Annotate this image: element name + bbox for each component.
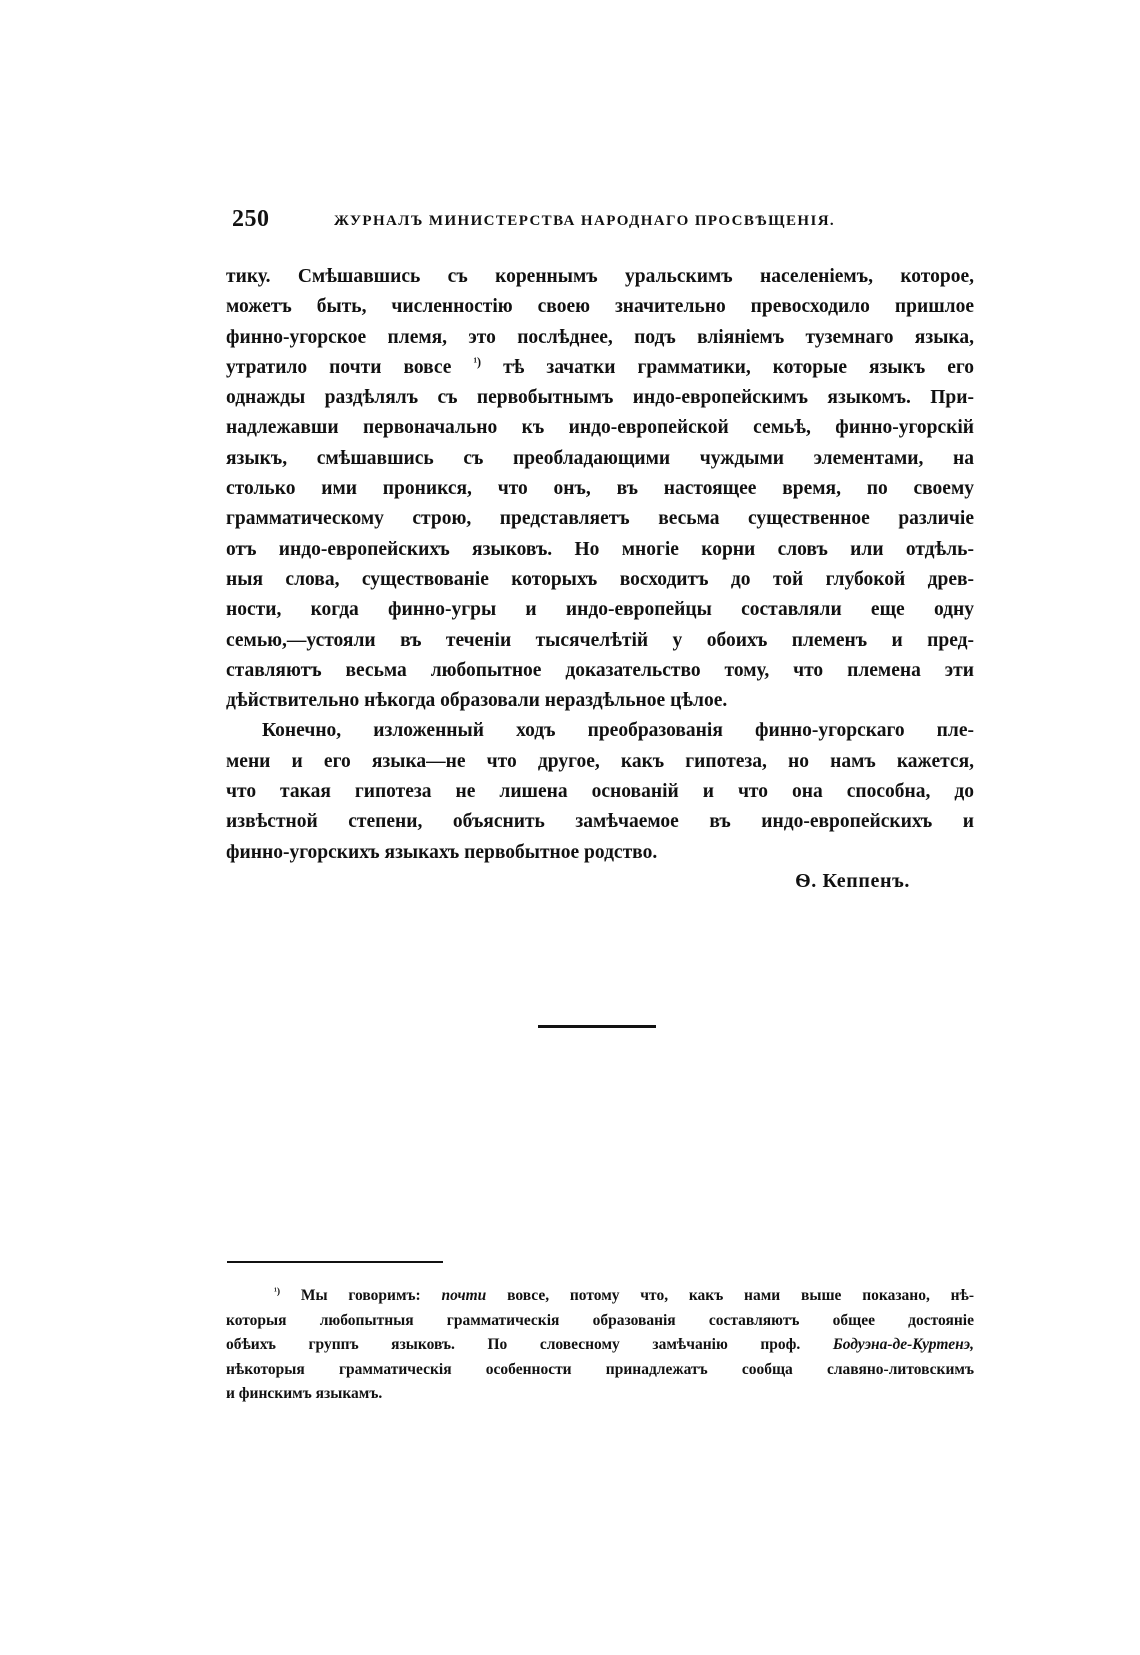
main-text xyxy=(226,262,974,868)
end-of-article-rule xyxy=(538,1025,656,1028)
text-line: однажды раздѣлялъ съ первобытнымъ индо-европейскимъ языкомъ. При- xyxy=(226,387,974,409)
text-line: Конечно, изложенный ходъ преобразованія финно-угорскаго пле- xyxy=(262,720,974,742)
text-line: ности, когда финно-угры и индо-европейцы составляли еще одну xyxy=(226,599,974,621)
text-fragment: утратило почти вовсе xyxy=(226,356,452,378)
text-line: мени и его языка—не что другое, какъ гипотеза, но намъ кажется, xyxy=(226,750,974,772)
text-line: надлежавши первоначально къ индо-европейской семьѣ, финно-угорскій xyxy=(226,417,974,439)
paragraph-2 xyxy=(226,716,974,867)
paragraph-1 xyxy=(226,262,974,716)
page-header xyxy=(232,206,932,240)
text-fragment: обѣихъ группъ языковъ. По словесному замѣчанію проф. xyxy=(226,1336,801,1353)
footnote-line: и финскимъ языкамъ. xyxy=(226,1385,383,1402)
text-line: извѣстной степени, объяснить замѣчаемое въ индо-европейскихъ и xyxy=(226,811,974,833)
text-fragment: вовсе, потому что, какъ нами выше показано, нѣ- xyxy=(507,1287,975,1304)
running-title: ЖУРНАЛЪ МИНИСТЕРСТВА НАРОДНАГО ПРОСВѢЩЕНІЯ. xyxy=(334,213,836,229)
text-line: отъ индо-европейскихъ языковъ. Но многіе корни словъ или отдѣль- xyxy=(226,538,974,560)
text-fragment: тѣ зачатки грамматики, которые языкъ его xyxy=(503,356,975,378)
footnote-marker: ¹) xyxy=(274,1286,281,1298)
text-fragment: Мы говоримъ: xyxy=(300,1287,421,1304)
footnote-separator xyxy=(227,1261,443,1263)
author-signature: Ѳ. Кеппенъ. xyxy=(795,870,910,892)
page-number: 250 xyxy=(232,206,270,232)
footnote-line: которыя любопытныя грамматическія образованія составляютъ общее достояніе xyxy=(226,1311,974,1329)
footnote-block xyxy=(226,1284,974,1407)
text-line: дѣйствительно нѣкогда образовали нераздѣльное цѣлое. xyxy=(226,690,728,712)
emphasized-word: почти xyxy=(441,1287,487,1304)
text-line: языкъ, смѣшавшись съ преобладающими чуждыми элементами, на xyxy=(226,447,974,469)
footnote-line: нѣкоторыя грамматическія особенности принадлежатъ сообща славяно-литовскимъ xyxy=(226,1360,974,1378)
footnote-line xyxy=(226,1284,974,1309)
footnote-reference: ¹) xyxy=(473,354,482,369)
text-line: грамматическому строю, представляетъ весьма существенное различіе xyxy=(226,508,974,530)
footnote-line xyxy=(226,1333,974,1358)
text-line: ныя слова, существованіе которыхъ восходитъ до той глубокой древ- xyxy=(226,568,974,590)
text-line: семью,—устояли въ теченіи тысячелѣтій у обоихъ племенъ и пред- xyxy=(226,629,974,651)
text-line: что такая гипотеза не лишена основаній и что она способна, до xyxy=(226,781,974,803)
cited-author: Бодуэна-де-Куртенэ, xyxy=(832,1336,974,1353)
text-line: финно-угорскихъ языкахъ первобытное родство. xyxy=(226,841,658,863)
text-line: можетъ быть, численностію своею значительно превосходило пришлое xyxy=(226,296,974,318)
text-line-with-footnote xyxy=(226,353,974,383)
text-line: столько ими проникся, что онъ, въ настоящее время, по своему xyxy=(226,478,974,500)
text-line: финно-угорское племя, это послѣднее, подъ вліяніемъ туземнаго языка, xyxy=(226,326,974,348)
text-line: тику. Смѣшавшись съ кореннымъ уральскимъ населеніемъ, которое, xyxy=(226,266,974,287)
text-line: ставляютъ весьма любопытное доказательство тому, что племена эти xyxy=(226,659,974,681)
